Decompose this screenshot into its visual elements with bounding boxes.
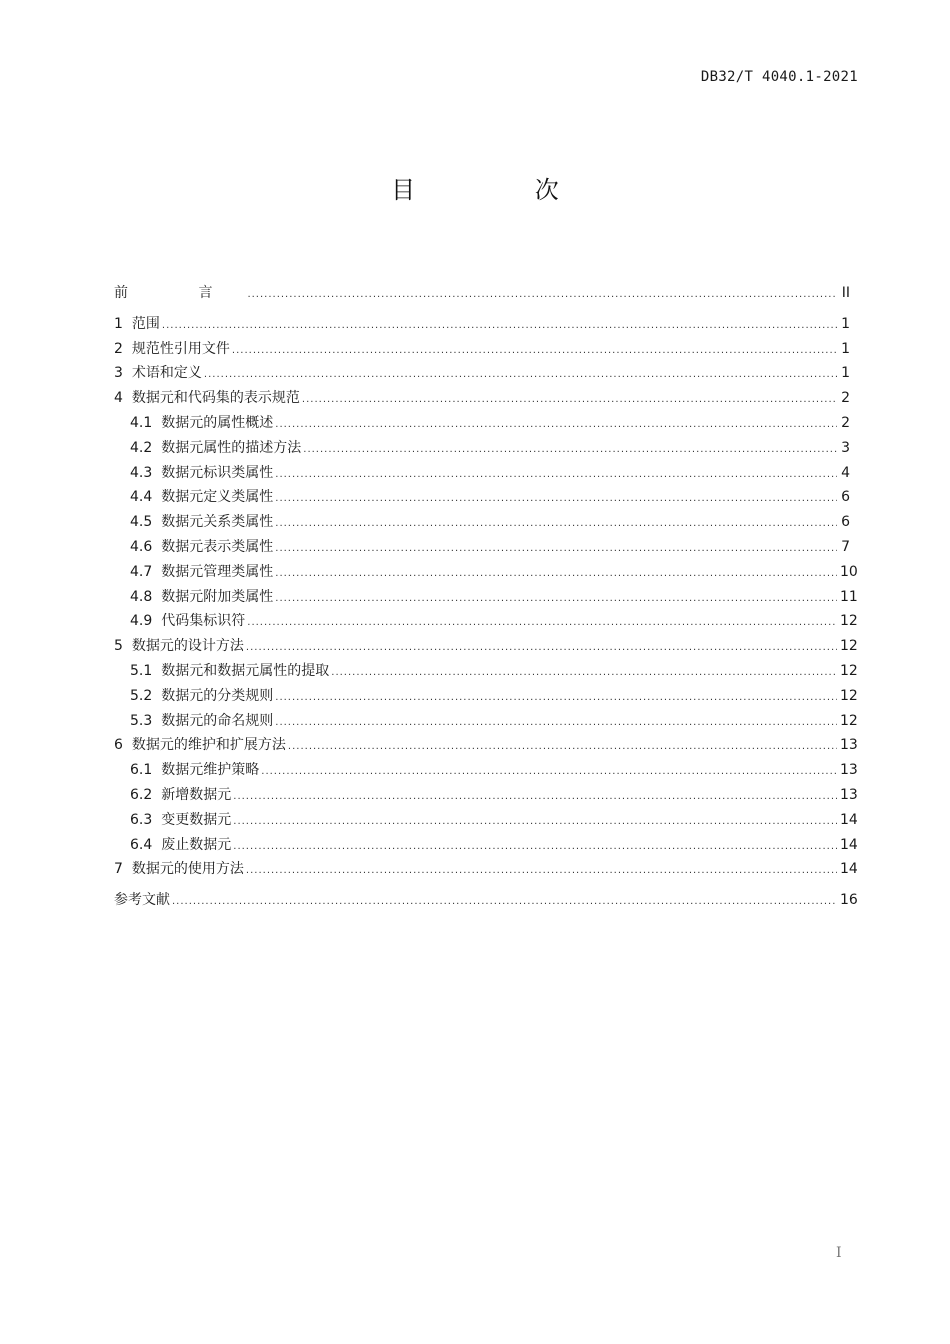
toc-dot-leader xyxy=(275,537,837,562)
toc-dot-leader xyxy=(275,587,837,612)
toc-entry-page: 7 xyxy=(841,538,850,555)
toc-entry[interactable] xyxy=(114,436,850,461)
toc-entry[interactable] xyxy=(114,337,850,362)
toc-entry[interactable] xyxy=(114,485,850,510)
toc-entry[interactable] xyxy=(114,386,850,411)
toc-entry[interactable] xyxy=(114,312,850,337)
toc-entry-label: 数据元属性的描述方法 xyxy=(161,439,302,456)
toc-entry-label: 数据元的维护和扩展方法 xyxy=(131,737,286,754)
toc-dot-leader xyxy=(275,487,837,512)
toc-entry-number: 4.7 xyxy=(130,563,153,580)
toc-dot-leader xyxy=(275,562,837,587)
toc-entry-number: 4.4 xyxy=(130,489,153,506)
toc-entry-label: 新增数据元 xyxy=(161,786,232,803)
toc-dot-leader xyxy=(247,611,837,636)
toc-entry[interactable] xyxy=(114,634,858,659)
toc-entry[interactable] xyxy=(114,808,858,833)
toc-entry-page: 13 xyxy=(840,737,858,754)
toc-entry-label: 数据元表示类属性 xyxy=(161,538,274,555)
toc-entry[interactable] xyxy=(114,281,850,306)
toc-entry-page: 2 xyxy=(841,414,850,431)
toc-entry[interactable] xyxy=(114,461,850,486)
toc-dot-leader xyxy=(275,463,837,488)
toc-dot-leader xyxy=(246,859,837,884)
toc-entry[interactable] xyxy=(114,888,858,913)
toc-entry-label: 规范性引用文件 xyxy=(131,340,230,357)
toc-entry-number: 3 xyxy=(114,365,123,382)
toc-entry[interactable] xyxy=(114,411,850,436)
toc-entry-label: 数据元和代码集的表示规范 xyxy=(131,390,300,407)
toc-entry-page: 2 xyxy=(841,390,850,407)
toc-dot-leader xyxy=(275,686,837,711)
toc-entry-number: 6 xyxy=(114,737,123,754)
toc-dot-leader xyxy=(275,711,837,736)
toc-entry[interactable] xyxy=(114,733,858,758)
toc-entry-number: 4.9 xyxy=(130,613,153,630)
toc-entry-label: 数据元和数据元属性的提取 xyxy=(161,662,330,679)
toc-entry-page: 6 xyxy=(841,489,850,506)
toc-entry[interactable] xyxy=(114,709,858,734)
toc-dot-leader xyxy=(247,283,837,308)
toc-entry-label: 范围 xyxy=(131,315,160,332)
toc-dot-leader xyxy=(233,785,837,810)
toc-entry-number: 6.1 xyxy=(130,762,153,779)
toc-entry-label: 废止数据元 xyxy=(161,836,232,853)
toc-entry-number: 6.4 xyxy=(130,836,153,853)
toc-entry-label: 术语和定义 xyxy=(131,365,202,382)
toc-entry-page: 11 xyxy=(840,588,858,605)
toc-entry[interactable] xyxy=(114,783,858,808)
toc-entry-page: 12 xyxy=(840,613,858,630)
toc-entry-number: 7 xyxy=(114,861,123,878)
toc-entry-label: 数据元的设计方法 xyxy=(131,638,244,655)
toc-dot-leader xyxy=(303,438,837,463)
toc-dot-leader xyxy=(162,314,837,339)
toc-entry-page: 12 xyxy=(840,638,858,655)
toc-entry-page: 14 xyxy=(840,861,858,878)
toc-entry-page: II xyxy=(841,285,850,301)
toc-dot-leader xyxy=(233,835,837,860)
toc-entry-page: 12 xyxy=(840,712,858,729)
toc-entry[interactable] xyxy=(114,833,858,858)
toc-entry-label: 数据元管理类属性 xyxy=(161,563,274,580)
toc-entry-page: 1 xyxy=(841,340,850,357)
toc-entry-number: 5.1 xyxy=(130,662,153,679)
toc-entry[interactable] xyxy=(114,510,850,535)
toc-entry[interactable] xyxy=(114,560,858,585)
toc-entry-number: 4 xyxy=(114,390,123,407)
page-number: I xyxy=(836,1245,842,1261)
toc-entry-number: 5 xyxy=(114,638,123,655)
toc-entry-page: 14 xyxy=(840,836,858,853)
toc-entry-number: 5.2 xyxy=(130,687,153,704)
toc-dot-leader xyxy=(288,735,837,760)
toc-entry-number: 4.3 xyxy=(130,464,153,481)
toc-entry[interactable] xyxy=(114,684,858,709)
toc-entry[interactable] xyxy=(114,361,850,386)
toc-dot-leader xyxy=(246,636,837,661)
toc-dot-leader xyxy=(204,363,837,388)
toc-entry-page: 3 xyxy=(841,439,850,456)
toc-entry-number: 4.6 xyxy=(130,538,153,555)
toc-entry-number: 4.2 xyxy=(130,439,153,456)
toc-entry-page: 10 xyxy=(840,563,858,580)
toc-entry[interactable] xyxy=(114,585,858,610)
toc-entry-page: 14 xyxy=(840,811,858,828)
standard-code: DB32/T 4040.1-2021 xyxy=(700,69,858,85)
toc-entry[interactable] xyxy=(114,535,850,560)
toc-entry-label: 数据元关系类属性 xyxy=(161,514,274,531)
toc-entry-number: 1 xyxy=(114,315,123,332)
toc-entry[interactable] xyxy=(114,659,858,684)
toc-dot-leader xyxy=(261,760,837,785)
toc-entry[interactable] xyxy=(114,758,858,783)
toc-entry-page: 6 xyxy=(841,514,850,531)
toc-entry-page: 12 xyxy=(840,687,858,704)
toc-entry-label: 代码集标识符 xyxy=(161,613,246,630)
toc-title: 目 次 xyxy=(391,176,615,204)
toc-entry-number: 2 xyxy=(114,340,123,357)
toc-entry-page: 16 xyxy=(840,892,858,909)
toc-entry-number: 4.5 xyxy=(130,514,153,531)
toc-entry-label: 参考文献 xyxy=(114,892,170,909)
toc-dot-leader xyxy=(233,810,837,835)
toc-entry-page: 13 xyxy=(840,786,858,803)
toc-dot-leader xyxy=(275,413,837,438)
toc-entry-label: 数据元附加类属性 xyxy=(161,588,274,605)
toc-entry[interactable] xyxy=(114,609,858,634)
toc-dot-leader xyxy=(275,512,837,537)
toc-dot-leader xyxy=(172,890,837,915)
toc-entry-page: 12 xyxy=(840,662,858,679)
table-of-contents xyxy=(114,281,858,913)
toc-entry[interactable] xyxy=(114,857,858,882)
toc-entry-page: 1 xyxy=(841,365,850,382)
toc-dot-leader xyxy=(331,661,837,686)
toc-entry-number: 6.2 xyxy=(130,786,153,803)
toc-entry-label: 数据元维护策略 xyxy=(161,762,260,779)
toc-entry-label: 前 言 xyxy=(114,285,246,301)
toc-entry-label: 数据元的属性概述 xyxy=(161,414,274,431)
toc-entry-number: 4.8 xyxy=(130,588,153,605)
toc-entry-label: 数据元的命名规则 xyxy=(161,712,274,729)
toc-entry-number: 6.3 xyxy=(130,811,153,828)
toc-entry-label: 数据元标识类属性 xyxy=(161,464,274,481)
toc-entry-page: 4 xyxy=(841,464,850,481)
toc-entry-label: 数据元的使用方法 xyxy=(131,861,244,878)
toc-dot-leader xyxy=(302,388,837,413)
toc-entry-label: 数据元的分类规则 xyxy=(161,687,274,704)
toc-entry-number: 4.1 xyxy=(130,414,153,431)
toc-entry-page: 13 xyxy=(840,762,858,779)
toc-entry-number: 5.3 xyxy=(130,712,153,729)
toc-entry-label: 数据元定义类属性 xyxy=(161,489,274,506)
toc-dot-leader xyxy=(232,339,837,364)
toc-entry-label: 变更数据元 xyxy=(161,811,232,828)
toc-entry-page: 1 xyxy=(841,315,850,332)
